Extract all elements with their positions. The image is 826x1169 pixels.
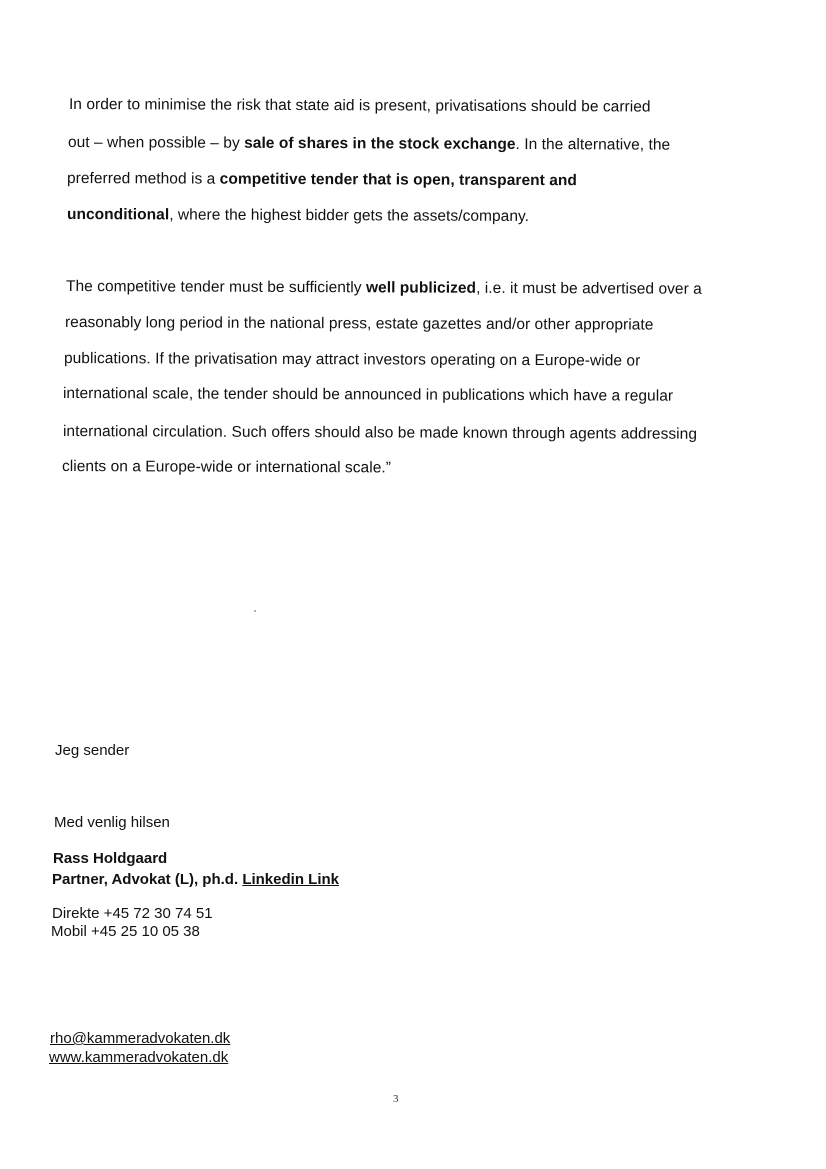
paragraph-2-line-4: international scale, the tender should be announced in publications which have a regular (62, 385, 674, 405)
paragraph-1-line-4: unconditional, where the highest bidder gets the assets/company. (66, 206, 530, 226)
bold-phrase-well-publicized: well publicized (365, 279, 477, 297)
paragraph-1-line-3: preferred method is a competitive tender that is open, transparent and (66, 170, 577, 190)
website-link[interactable]: www.kammeradvokaten.dk (49, 1049, 229, 1066)
paragraph-2-line-2: reasonably long period in the national press, estate gazettes and/or other appropriate (64, 314, 654, 334)
paragraph-1-line-2: out – when possible – by sale of shares in the stock exchange. In the alternative, the (67, 134, 671, 154)
greeting-text: Med venlig hilsen (54, 814, 170, 831)
bold-phrase-stock-exchange: sale of shares in the stock exchange (244, 134, 516, 153)
linkedin-link[interactable]: Linkedin Link (242, 871, 339, 888)
scan-speck (254, 610, 256, 612)
direct-phone: Direkte +45 72 30 74 51 (52, 905, 213, 922)
paragraph-2-line-3: publications. If the privatisation may attract investors operating on a Europe-wide or (63, 350, 641, 370)
bold-phrase-unconditional: unconditional (66, 206, 170, 224)
sender-name: Rass Holdgaard (53, 850, 168, 867)
sender-title-line (52, 871, 339, 889)
intro-text: Jeg sender (55, 742, 130, 759)
paragraph-2-line-5: international circulation. Such offers should also be made known through agents addressing (62, 423, 698, 443)
paragraph-2-line-1: The competitive tender must be sufficiently well publicized, i.e. it must be advertised over a (65, 278, 702, 298)
sender-title: Partner, Advokat (L), ph.d. (52, 871, 239, 888)
mobile-phone: Mobil +45 25 10 05 38 (51, 923, 200, 940)
bold-phrase-competitive-tender: competitive tender that is open, transparent and (219, 170, 577, 190)
page-number: 3 (393, 1093, 399, 1105)
paragraph-2-line-6: clients on a Europe-wide or international scale.” (61, 458, 391, 477)
email-link[interactable]: rho@kammeradvokaten.dk (50, 1030, 231, 1047)
paragraph-1-line-1: In order to minimise the risk that state aid is present, privatisations should be carried (68, 96, 651, 116)
